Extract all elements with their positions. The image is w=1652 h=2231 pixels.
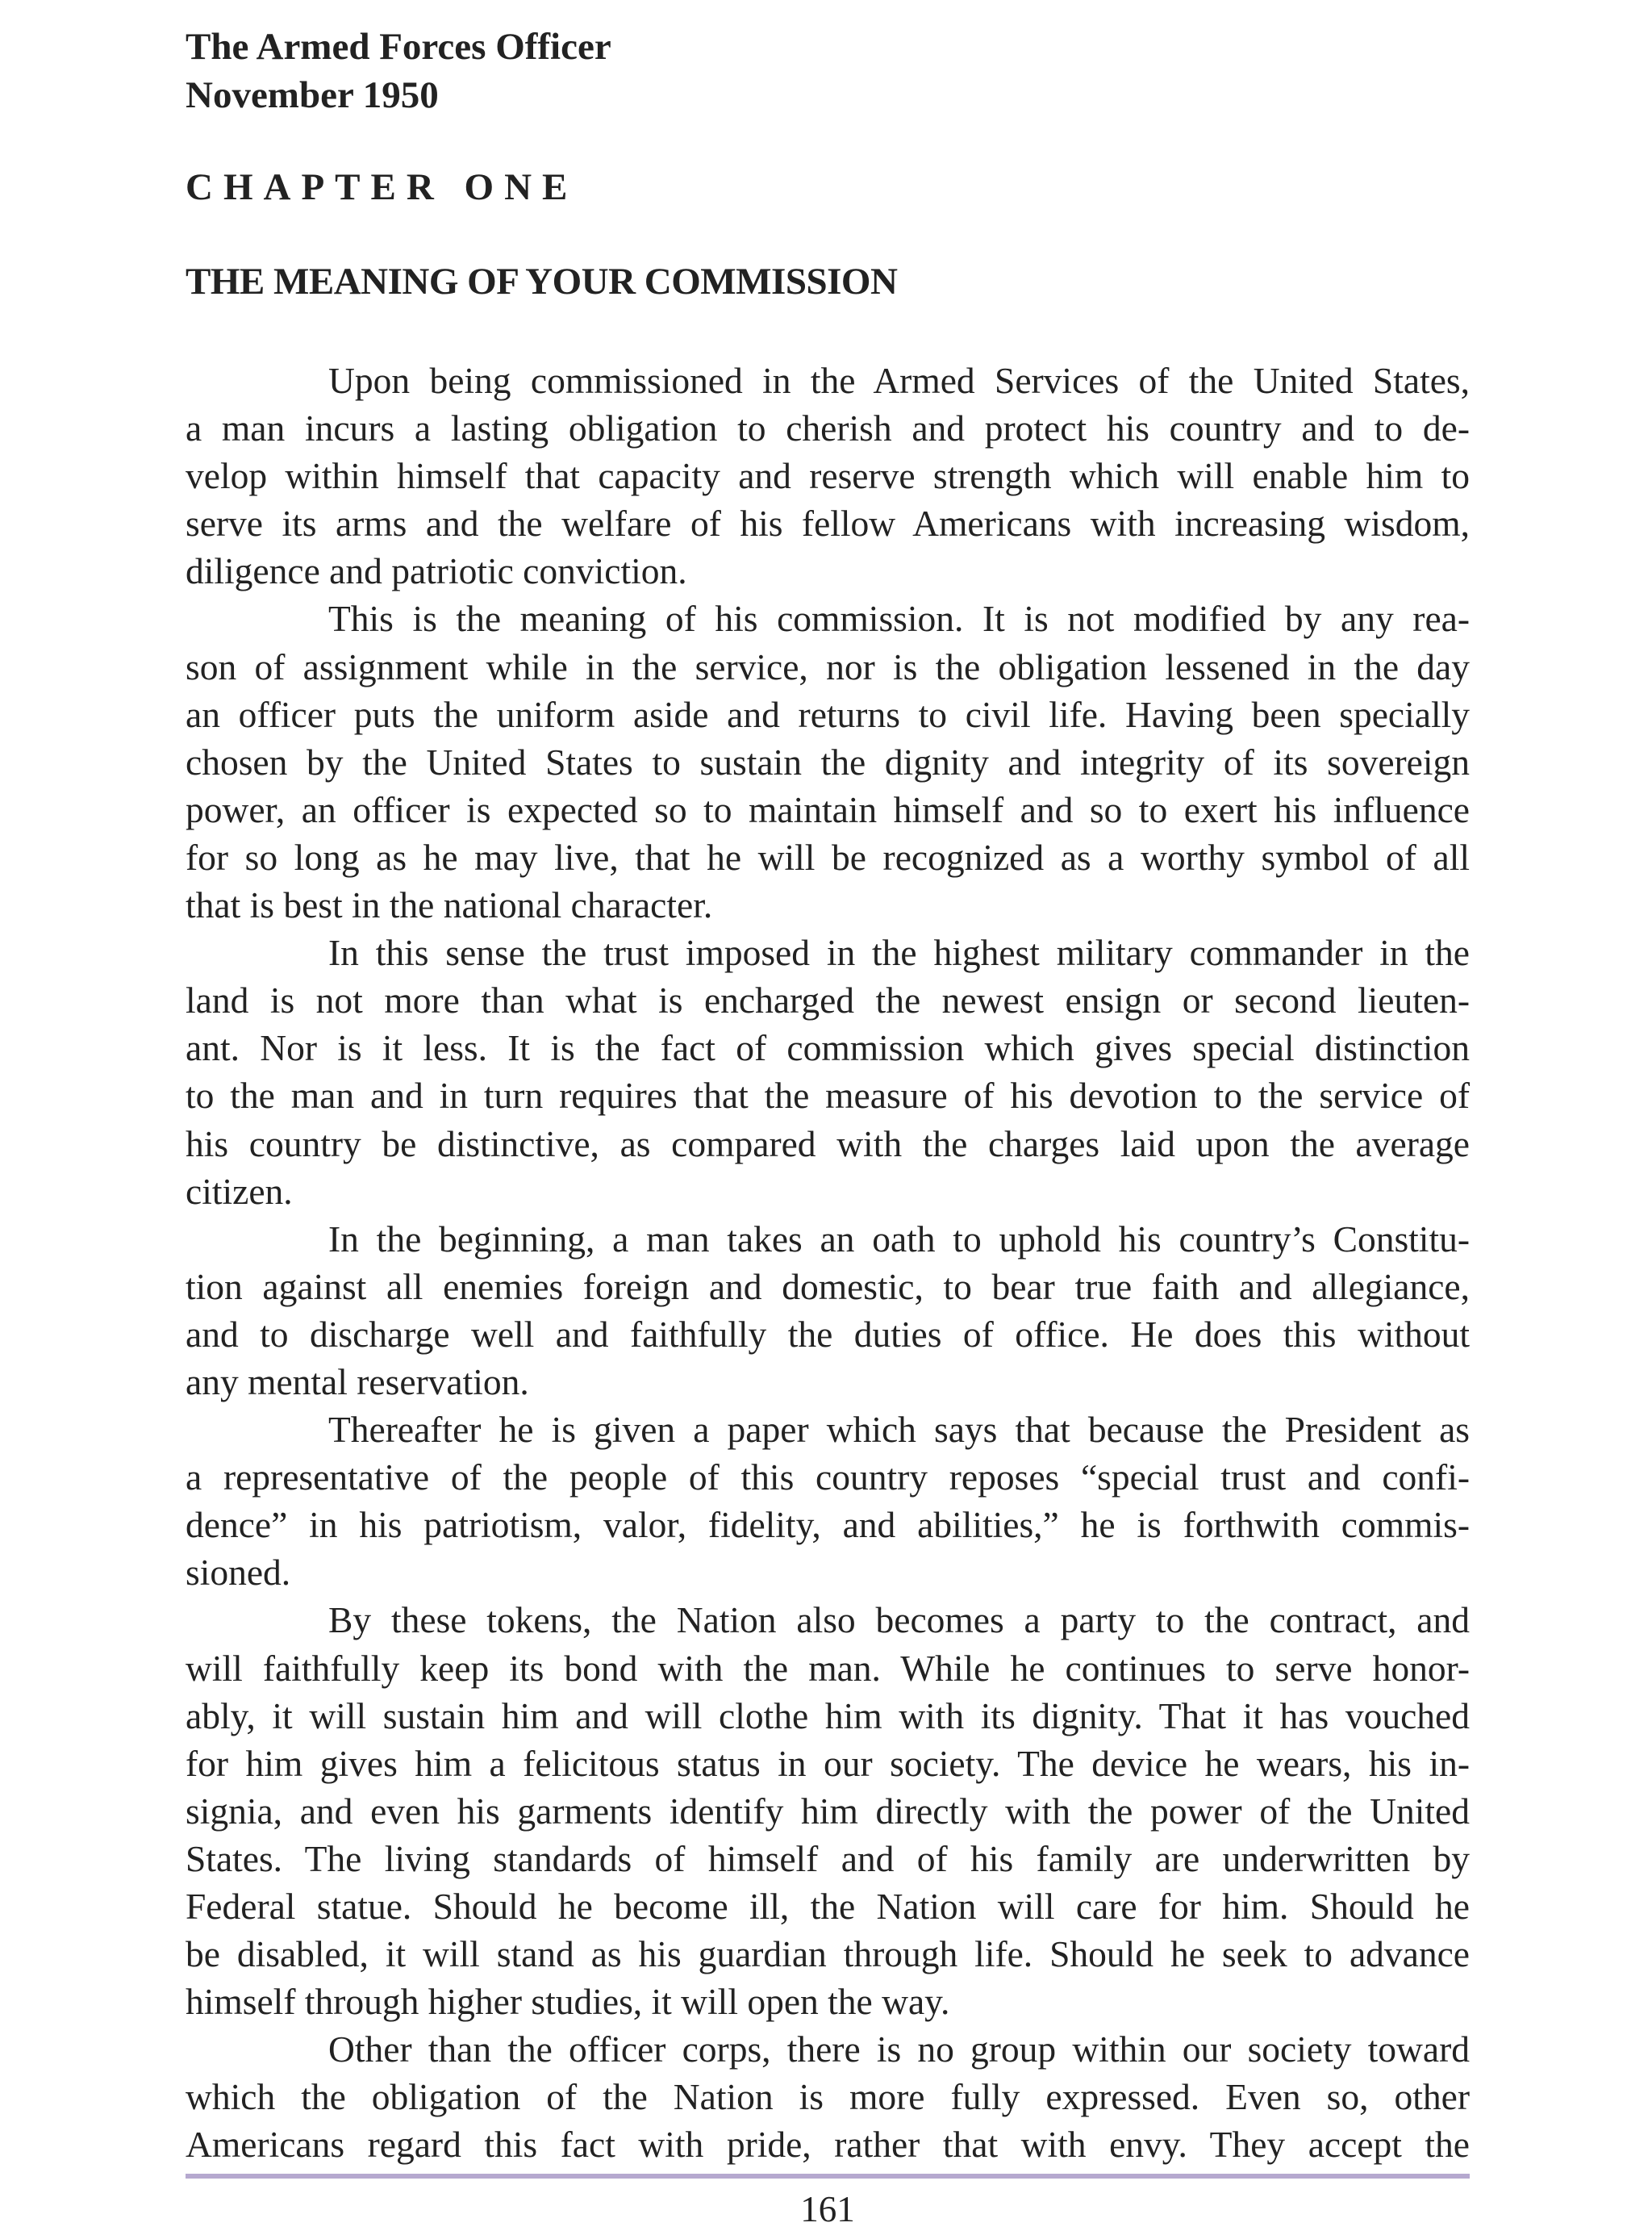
section-title: THE MEANING OF YOUR COMMISSION (186, 261, 898, 303)
text-line: ably, it will sustain him and will clothe him with its dignity. That it has vouched (186, 1694, 1470, 1736)
paragraph (186, 1596, 1470, 2025)
text-line: himself through higher studies, it will open the way. (186, 1981, 950, 2023)
text-line: an officer puts the uniform aside and returns to civil life. Having been specially (186, 693, 1470, 735)
text-line: tion against all enemies foreign and domestic, to bear true faith and allegiance, (186, 1265, 1470, 1307)
text-line: Americans regard this fact with pride, rather that with envy. They accept the (186, 2124, 1470, 2166)
running-header (186, 23, 611, 119)
text-line: velop within himself that capacity and reserve strength which will enable him to (186, 455, 1470, 497)
text-line: States. The living standards of himself and of his family are underwritten by (186, 1837, 1470, 1879)
text-line: signia, and even his garments identify him directly with the power of the United (186, 1790, 1470, 1832)
text-line: By these tokens, the Nation also becomes a party to the contract, and (328, 1599, 1470, 1641)
text-line: Federal statue. Should he become ill, the Nation will care for him. Should he (186, 1886, 1470, 1927)
text-line: serve its arms and the welfare of his fellow Americans with increasing wisdom, (186, 503, 1470, 545)
chapter-heading: CHAPTER ONE (186, 166, 578, 208)
text-line: Thereafter he is given a paper which says that because the President as (328, 1409, 1470, 1451)
text-line: sioned. (186, 1552, 291, 1594)
text-line: diligence and patriotic conviction. (186, 550, 687, 592)
text-line: for him gives him a felicitous status in our society. The device he wears, his in- (186, 1742, 1470, 1784)
text-line: to the man and in turn requires that the measure of his devotion to the service of (186, 1075, 1470, 1117)
paragraph (186, 595, 1470, 929)
text-line: dence” in his patriotism, valor, fidelity, and abilities,” he is forthwith commis- (186, 1504, 1470, 1546)
text-line: that is best in the national character. (186, 884, 713, 926)
page-margin (0, 0, 184, 2231)
paragraph (186, 1215, 1470, 1406)
text-line: In this sense the trust imposed in the highest military commander in the (328, 932, 1470, 974)
paragraph (186, 357, 1470, 595)
text-line: ant. Nor is it less. It is the fact of commission which gives special distinction (186, 1027, 1470, 1069)
text-line: citizen. (186, 1170, 293, 1212)
text-line: his country be distinctive, as compared with the charges laid upon the average (186, 1122, 1470, 1164)
text-line: Upon being commissioned in the Armed Services of the United States, (328, 360, 1470, 401)
text-line: Other than the officer corps, there is no group within our society toward (328, 2028, 1470, 2070)
text-line: In the beginning, a man takes an oath to uphold his country’s Constitu- (328, 1218, 1470, 1260)
paragraph (186, 2025, 1470, 2168)
text-line: chosen by the United States to sustain the dignity and integrity of its sovereign (186, 741, 1470, 783)
text-line: son of assignment while in the service, nor is the obligation lessened in the day (186, 645, 1470, 687)
body-text (186, 357, 1470, 2169)
text-line: This is the meaning of his commission. It is not modified by any rea- (328, 598, 1470, 640)
text-line: be disabled, it will stand as his guardian through life. Should he seek to advance (186, 1933, 1470, 1975)
text-line: which the obligation of the Nation is more fully expressed. Even so, other (186, 2076, 1470, 2118)
publication-date: November 1950 (186, 74, 439, 116)
text-line: any mental reservation. (186, 1360, 529, 1402)
text-line: a man incurs a lasting obligation to cherish and protect his country and to de- (186, 407, 1470, 449)
text-line: power, an officer is expected so to maintain himself and so to exert his influence (186, 788, 1470, 830)
text-line: for so long as he may live, that he will be recognized as a worthy symbol of all (186, 836, 1470, 878)
page-number: 161 (800, 2189, 855, 2229)
text-line: a representative of the people of this country reposes “special trust and confi- (186, 1456, 1470, 1498)
book-title: The Armed Forces Officer (186, 26, 611, 68)
footer-rule (186, 2174, 1470, 2179)
text-line: land is not more than what is encharged the newest ensign or second lieuten- (186, 980, 1470, 1021)
paragraph (186, 929, 1470, 1215)
text-line: will faithfully keep its bond with the man. While he continues to serve honor- (186, 1647, 1470, 1689)
text-line: and to discharge well and faithfully the duties of office. He does this without (186, 1313, 1470, 1355)
paragraph (186, 1406, 1470, 1596)
